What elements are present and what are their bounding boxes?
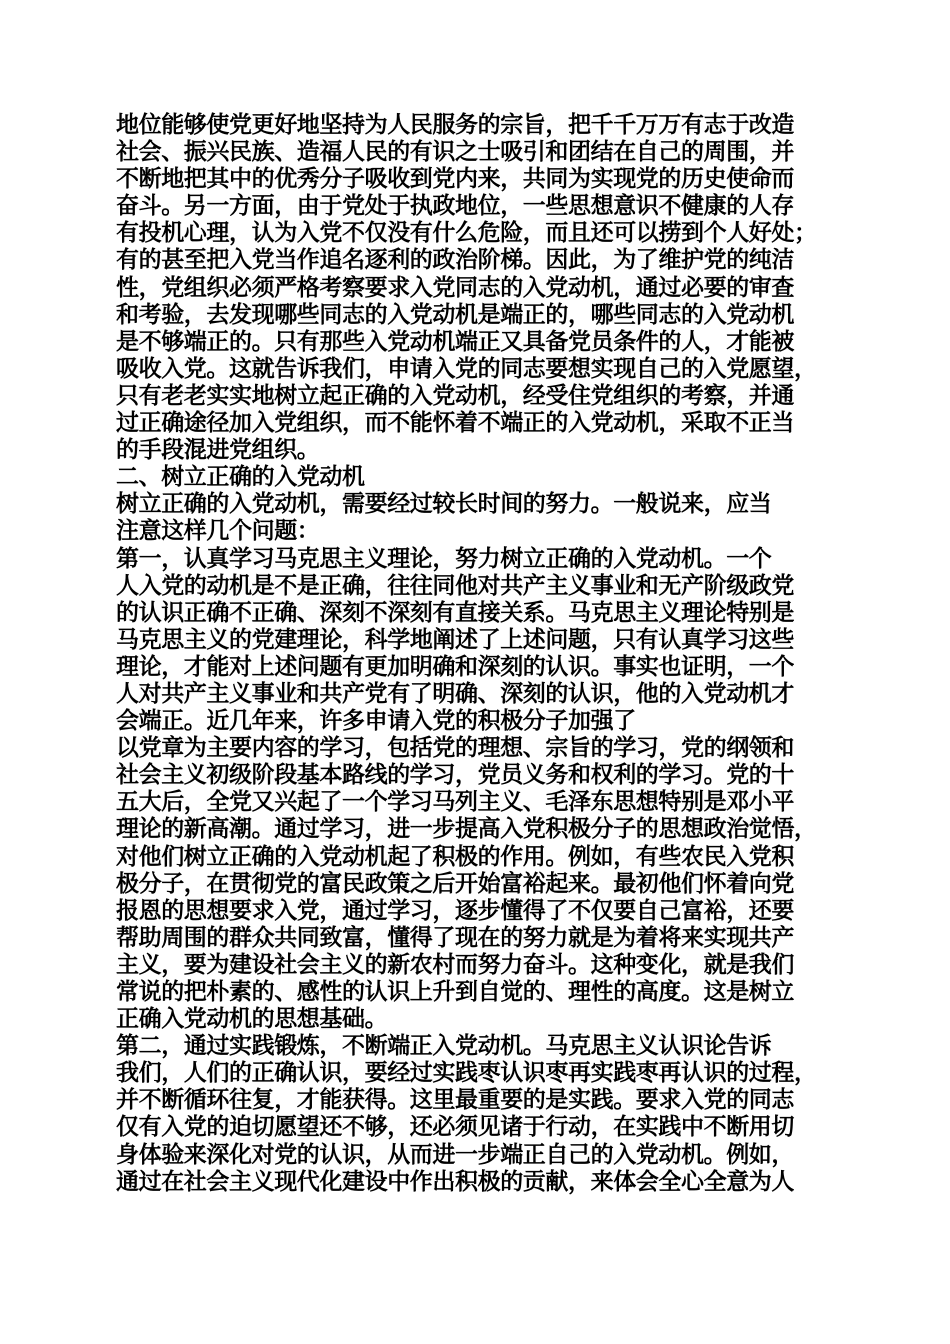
text-line: 人入党的动机是不是正确，往往同他对共产主义事业和无产阶级政党 xyxy=(116,572,795,599)
text-line: 五大后，全党又兴起了一个学习马列主义、毛泽东思想特别是邓小平 xyxy=(116,789,795,816)
text-line: 以党章为主要内容的学习，包括党的理想、宗旨的学习，党的纲领和 xyxy=(116,735,795,762)
text-line: 对他们树立正确的入党动机起了积极的作用。例如，有些农民入党积 xyxy=(116,843,795,870)
text-line: 是不够端正的。只有那些入党动机端正又具备党员条件的人，才能被 xyxy=(116,328,795,355)
text-line: 有的甚至把入党当作追名逐利的政治阶梯。因此，为了维护党的纯洁 xyxy=(116,247,795,274)
text-line: 社会、振兴民族、造福人民的有识之士吸引和团结在自己的周围，并 xyxy=(116,139,795,166)
text-line: 的手段混进党组织。 xyxy=(116,437,320,464)
text-line: 社会主义初级阶段基本路线的学习，党员义务和权利的学习。党的十 xyxy=(116,762,795,789)
text-line: 仅有入党的迫切愿望还不够，还必须见诸于行动，在实践中不断用切 xyxy=(116,1114,795,1141)
text-line: 的认识正确不正确、深刻不深刻有直接关系。马克思主义理论特别是 xyxy=(116,599,795,626)
text-line: 注意这样几个问题： xyxy=(116,518,320,545)
text-line: 地位能够使党更好地坚持为人民服务的宗旨，把千千万万有志于改造 xyxy=(116,112,795,138)
document-page xyxy=(116,112,840,1196)
text-line: 人对共产主义事业和共产党有了明确、深刻的认识，他的入党动机才 xyxy=(116,680,795,707)
text-line: 过正确途径加入党组织，而不能怀着不端正的入党动机，采取不正当 xyxy=(116,410,795,437)
text-line: 树立正确的入党动机，需要经过较长时间的努力。一般说来，应当 xyxy=(116,491,772,518)
text-line: 报恩的思想要求入党，通过学习，逐步懂得了不仅要自己富裕，还要 xyxy=(116,897,795,924)
text-line: 和考验，去发现哪些同志的入党动机是端正的，哪些同志的入党动机 xyxy=(116,301,795,328)
text-line: 只有老老实实地树立起正确的入党动机，经受住党组织的考察，并通 xyxy=(116,382,795,409)
text-line: 帮助周围的群众共同致富，懂得了现在的努力就是为着将来实现共产 xyxy=(116,924,795,951)
text-line: 会端正。近几年来，许多申请入党的积极分子加强了 xyxy=(116,708,636,735)
text-line: 我们，人们的正确认识，要经过实践枣认识枣再实践枣再认识的过程， xyxy=(116,1060,817,1087)
text-line: 奋斗。另一方面，由于党处于执政地位，一些思想意识不健康的人存 xyxy=(116,193,795,220)
text-line: 并不断循环往复，才能获得。这里最重要的是实践。要求入党的同志 xyxy=(116,1087,795,1114)
text-line: 正确入党动机的思想基础。 xyxy=(116,1006,388,1033)
text-line: 极分子，在贯彻党的富民政策之后开始富裕起来。最初他们怀着向党 xyxy=(116,870,795,897)
text-line: 吸收入党。这就告诉我们，申请入党的同志要想实现自己的入党愿望， xyxy=(116,355,817,382)
section-heading: 二、树立正确的入党动机 xyxy=(116,464,365,491)
text-line: 性，党组织必须严格考察要求入党同志的入党动机，通过必要的审查 xyxy=(116,274,795,301)
text-line: 第一，认真学习马克思主义理论，努力树立正确的入党动机。一个 xyxy=(116,545,772,572)
text-line: 通过在社会主义现代化建设中作出积极的贡献，来体会全心全意为人 xyxy=(116,1168,795,1195)
text-line: 有投机心理，认为入党不仅没有什么危险，而且还可以捞到个人好处； xyxy=(116,220,817,247)
text-line: 不断地把其中的优秀分子吸收到党内来，共同为实现党的历史使命而 xyxy=(116,166,795,193)
text-line: 第二，通过实践锻炼，不断端正入党动机。马克思主义认识论告诉 xyxy=(116,1033,772,1060)
text-line: 理论的新高潮。通过学习，进一步提高入党积极分子的思想政治觉悟， xyxy=(116,816,817,843)
text-line: 马克思主义的党建理论，科学地阐述了上述问题，只有认真学习这些 xyxy=(116,626,795,653)
text-line: 常说的把朴素的、感性的认识上升到自觉的、理性的高度。这是树立 xyxy=(116,979,795,1005)
text-line: 主义，要为建设社会主义的新农村而努力奋斗。这种变化，就是我们 xyxy=(116,951,795,978)
text-line: 理论，才能对上述问题有更加明确和深刻的认识。事实也证明，一个 xyxy=(116,653,795,680)
text-line: 身体验来深化对党的认识，从而进一步端正自己的入党动机。例如， xyxy=(116,1141,795,1168)
